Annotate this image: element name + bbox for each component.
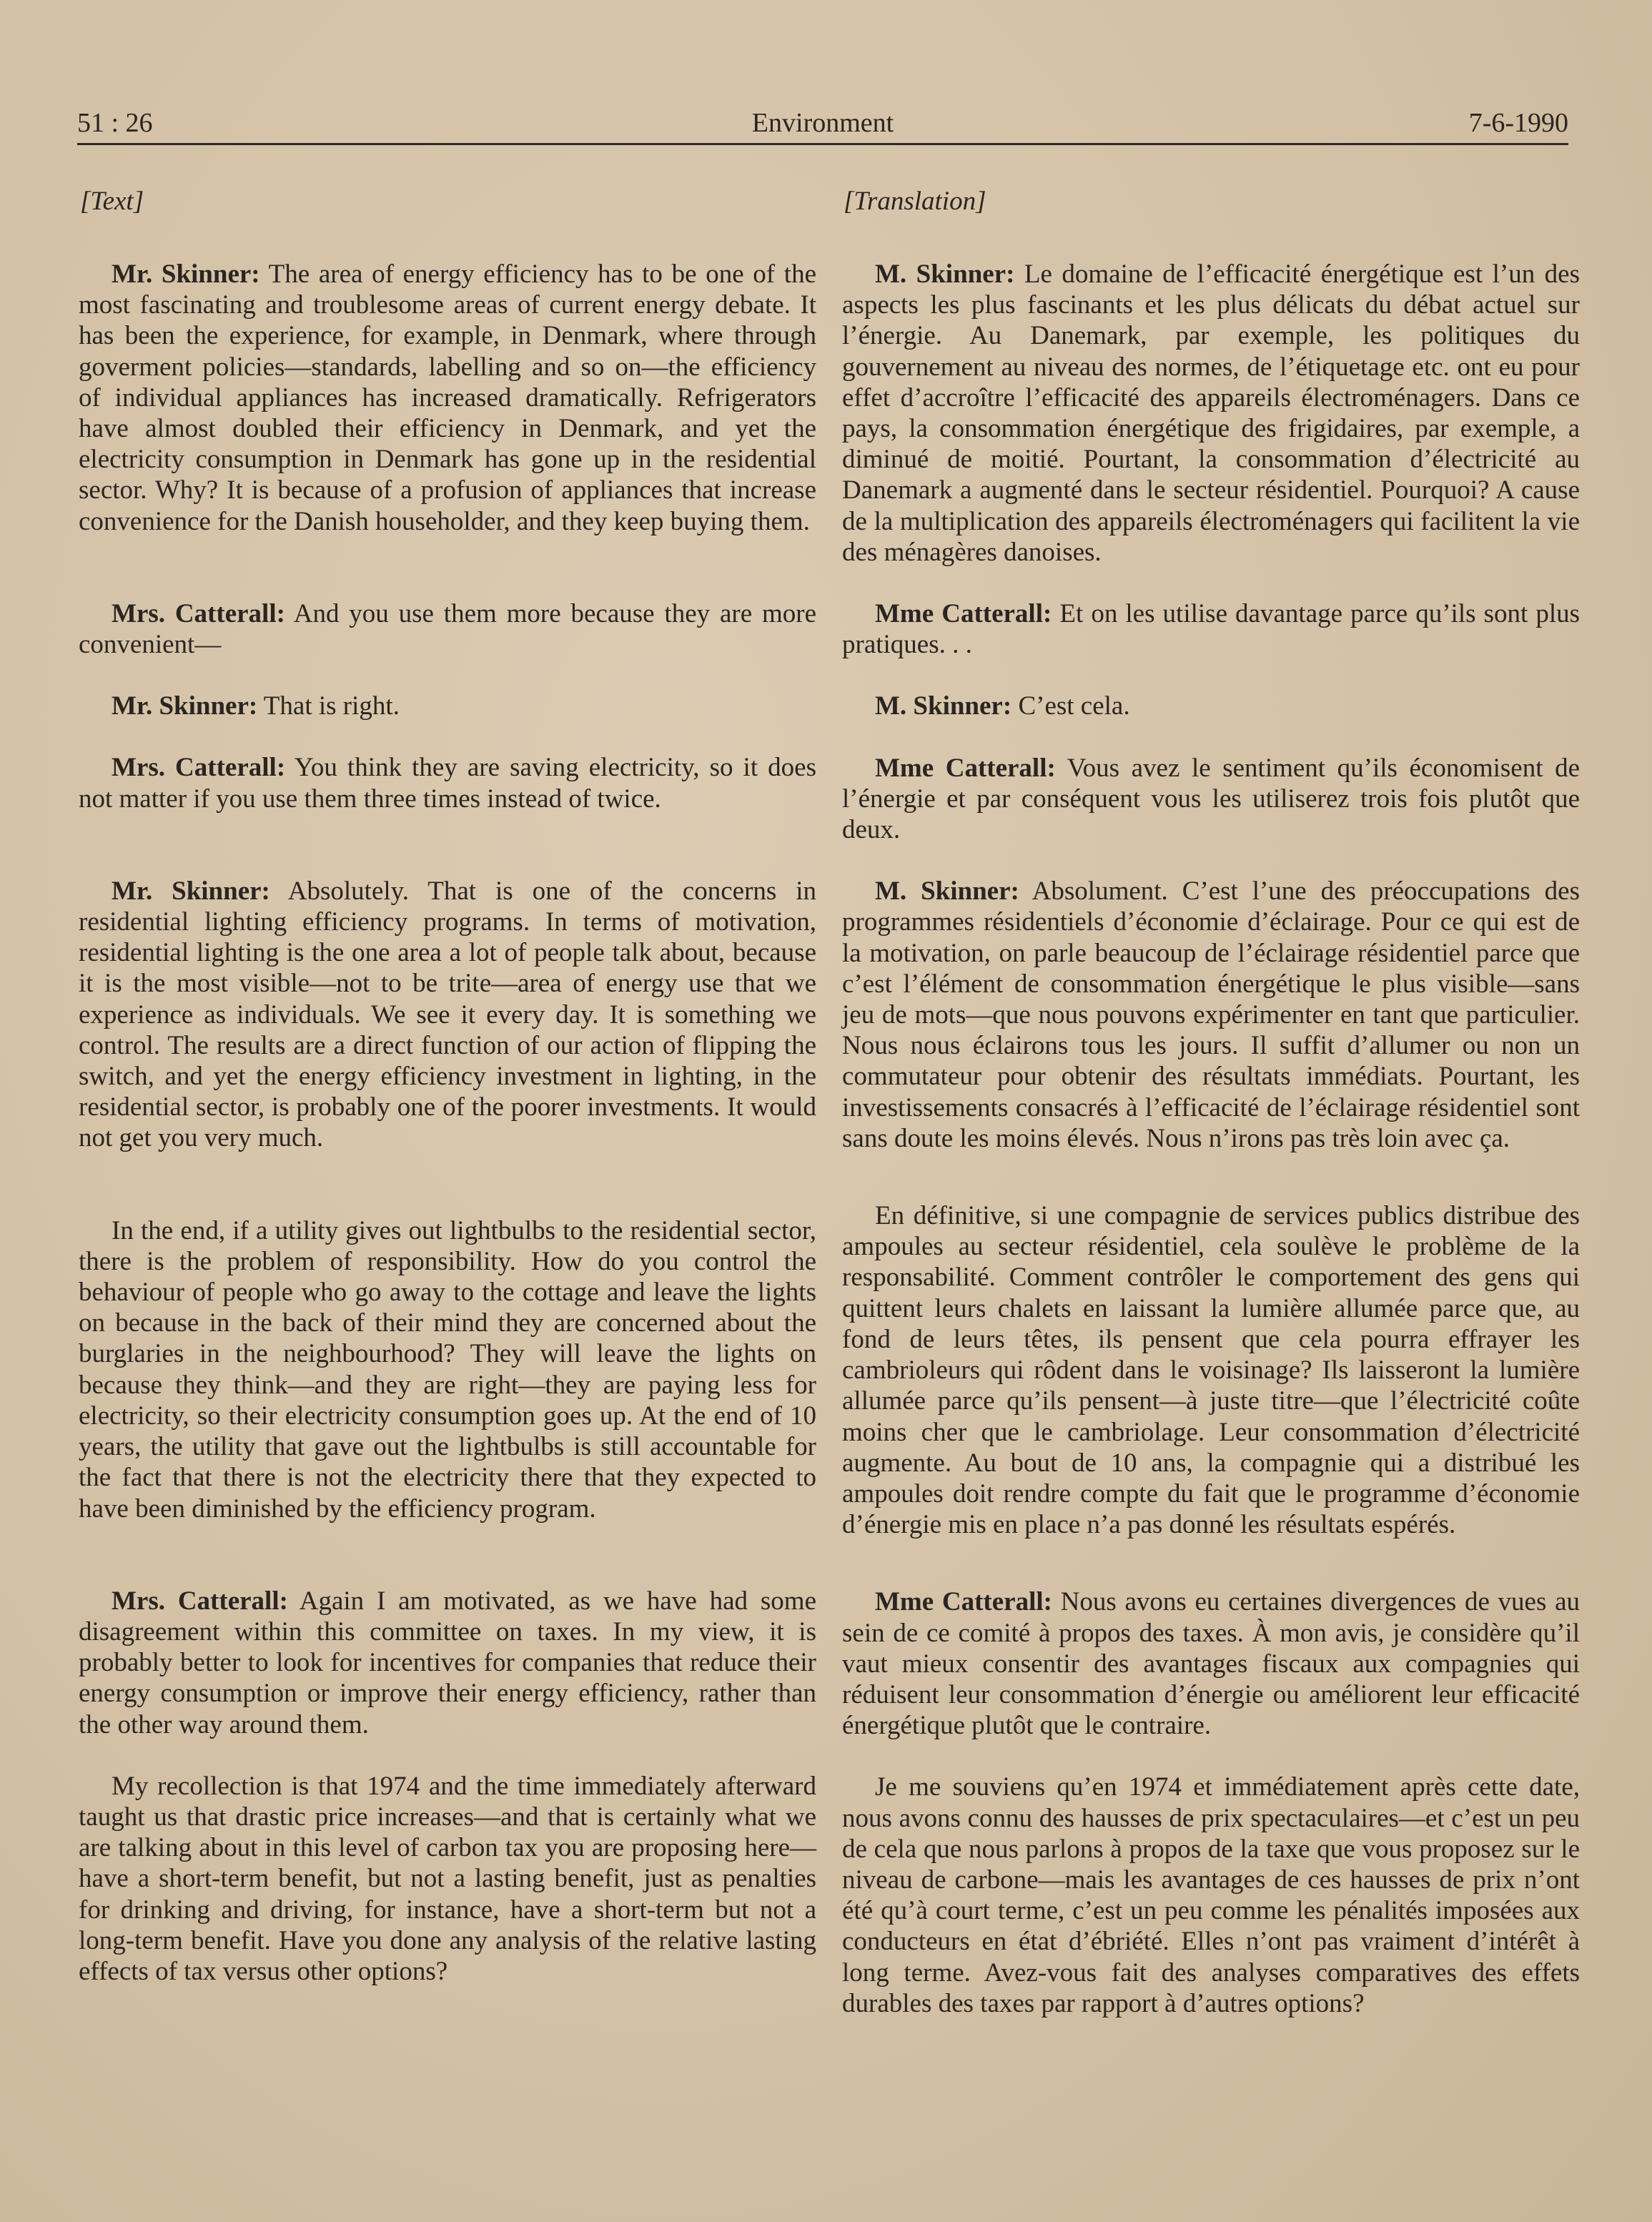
french-heading: [Translation] <box>844 187 986 216</box>
paragraph <box>79 876 816 1154</box>
paragraph-text: Absolutely. That is one of the concerns in residential lighting efficiency programs. In terms of motivation, residential lighting is the one area a lot of people talk about, because it is the most visible—not to be trite—area of energy use that we experience as individuals. We see it every day. It is something we control. The results are a direct function of our action of flipping the switch, and yet the energy efficiency investment in lighting, in the residential sector, is probably one of the poorer investments. It would not get you very much. <box>79 876 816 1153</box>
paragraph-text: Vous avez le sentiment qu’ils économisent de l’énergie et par conséquent vous les utiliserez trois fois plutôt que deux. <box>842 753 1580 845</box>
paragraph <box>79 1586 816 1740</box>
speaker-name: Mrs. Catterall: <box>112 1586 288 1616</box>
paragraph-text: You think they are saving electricity, so it does not matter if you use them three times instead of twice. <box>79 753 816 814</box>
speaker-name: Mrs. Catterall: <box>112 598 285 628</box>
paragraph <box>79 1215 816 1524</box>
speaker-name: M. Skinner: <box>875 260 1015 289</box>
speaker-name: Mrs. Catterall: <box>112 753 286 783</box>
speaker-name: M. Skinner: <box>875 877 1019 907</box>
speaker-name: Mme Catterall: <box>875 1587 1052 1617</box>
paragraph-text: Le domaine de l’efficacité énergétique est l’un des aspects les plus fascinants et les plus délicats du débat actuel sur l’énergie. Au Danemark, par exemple, les politiques du gouvernement au niveau des normes, de l’étiquetage etc. ont eu pour effet d’accroître l’efficacité des appareils électroménagers. Dans ce pays, la consommation énergétique des frigidaires, par exemple, a diminué de moitié. Pourtant, la consommation d’électricité au Danemark a augmenté dans le secteur résidentiel. Pourquoi? A cause de la multiplication des appareils électroménagers qui facilitent la vie des ménagères danoises. <box>842 260 1580 567</box>
section-title: Environment <box>751 108 894 138</box>
speaker-name: M. Skinner: <box>875 691 1012 721</box>
paragraph-text: That is right. <box>257 691 400 721</box>
paragraph <box>842 753 1580 846</box>
page-header <box>77 99 1568 145</box>
paragraph-text: In the end, if a utility gives out lightbulbs to the residential sector, there is the problem of responsibility. How do you control the behaviour of people who go away to the cottage and leave the lights on because in the back of their mind they are concerned about the burglaries in the neighbourhood? They will leave the lights on because they think—and they are right—they are paying less for electricity, so their electricity consumption goes up. At the end of 10 years, the utility that gave out the lightbulbs is still accountable for the fact that there is not the electricity there that they expected to have been diminished by the efficiency program. <box>79 1215 816 1524</box>
paragraph-text: Absolument. C’est l’une des préoccupations des programmes résidentiels d’économie d’éclairage. Pour ce qui est de la motivation, on parle beaucoup de l’éclairage résidentiel parce que c’est l’élément de consommation énergétique le plus visible—sans jeu de mots—que nous pouvons expérimenter en tant que particulier. Nous nous éclairons tous les jours. Il suffit d’allumer ou non un commutateur pour obtenir des résultats immédiats. Pourtant, les investissements consacrés à l’efficacité de l’éclairage résidentiel sont sans doute les moins élevés. Nous n’irons pas très loin avec ça. <box>842 877 1580 1153</box>
paragraph-text: C’est cela. <box>1012 691 1130 721</box>
paragraph <box>842 691 1580 721</box>
paragraph <box>79 259 816 537</box>
paragraph <box>842 1586 1580 1741</box>
french-column <box>842 186 1580 2019</box>
speaker-name: Mr. Skinner: <box>112 691 258 721</box>
speaker-name: Mr. Skinner: <box>112 260 260 289</box>
paragraph-text: Nous avons eu certaines divergences de vues au sein de ce comité à propos des taxes. À mon avis, je considère qu’il vaut mieux consentir des avantages fiscaux aux compagnies qui réduisent leur consommation d’énergie ou améliorent leur efficacité énergétique plutôt que le contraire. <box>842 1587 1580 1741</box>
paragraph-text: Je me souviens qu’en 1974 et immédiatement après cette date, nous avons connu des hausses de prix spectaculaires—et c’est un peu de cela que nous parlons à propos de la taxe que vous proposez sur le niveau de carbone—mais les avantages de ces hausses de prix n’ont été qu’à court terme, c’est un peu comme les pénalités imposées aux conducteurs en état d’ébriété. Elles n’ont pas vraiment d’intérêt à long terme. Avez-vous fait des analyses comparatives des effets durables des taxes par rapport à d’autres options? <box>842 1772 1580 2018</box>
paragraph <box>842 1772 1580 2019</box>
paragraph <box>79 752 816 814</box>
meeting-date: 7-6-1990 <box>1468 108 1568 138</box>
paragraph-text: My recollection is that 1974 and the time immediately afterward taught us that drastic price increases—and that is certainly what we are talking about in this level of carbon tax you are proposing here—have a short-term benefit, but not a lasting benefit, just as penalties for drinking and driving, for instance, have a short-term but not a long-term benefit. Have you done any analysis of the relative lasting effects of tax versus other options? <box>79 1771 816 1986</box>
speaker-name: Mme Catterall: <box>875 599 1052 629</box>
paragraph-text: Et on les utilise davantage parce qu’ils sont plus pratiques. . . <box>842 599 1580 660</box>
paragraph <box>842 259 1580 568</box>
paragraph <box>79 1771 816 1987</box>
paragraph-text: Again I am motivated, as we have had some disagreement within this committee on taxes. In my view, it is probably better to look for incentives for companies that reduce their energy consumption or improve their energy efficiency, rather than the other way around them. <box>79 1586 816 1739</box>
paragraph <box>842 1200 1580 1540</box>
page-number: 51 : 26 <box>77 108 153 138</box>
paragraph <box>842 598 1580 660</box>
paragraph-text: En définitive, si une compagnie de services publics distribue des ampoules au secteur résidentiel, cela soulève le problème de la responsabilité. Comment contrôler le comportement des gens qui quittent leurs chalets en laissant la lumière allumée parce que, au fond de leurs têtes, ils pensent que cela pourra effrayer les cambrioleurs qui rôdent dans le voisinage? Ils laisseront la lumière allumée parce qu’ils pensent—à juste titre—que l’électricité coûte moins cher que le cambriolage. Leur consommation d’électricité augmente. Au bout de 10 ans, la compagnie qui a distribué les ampoules doit rendre compte du fait que le programme d’économie d’énergie mis en place n’a pas donné les résultats espérés. <box>842 1201 1580 1540</box>
english-heading: [Text] <box>80 187 144 216</box>
paragraph <box>842 876 1580 1154</box>
paragraph <box>79 691 816 721</box>
paragraph <box>79 598 816 660</box>
english-column <box>79 186 816 1987</box>
speaker-name: Mme Catterall: <box>875 753 1056 783</box>
paragraph-text: And you use them more because they are more convenient— <box>79 598 816 660</box>
speaker-name: Mr. Skinner: <box>112 876 270 906</box>
paragraph-text: The area of energy efficiency has to be one of the most fascinating and troublesome areas of current energy debate. It has been the experience, for example, in Denmark, where through goverment policies—standards, labelling and so on—the efficiency of individual appliances has increased dramatically. Refrigerators have almost doubled their efficiency in Denmark, and yet the electricity consumption in Denmark has gone up in the residential sector. Why? It is because of a profusion of appliances that increase convenience for the Danish householder, and they keep buying them. <box>79 260 816 536</box>
